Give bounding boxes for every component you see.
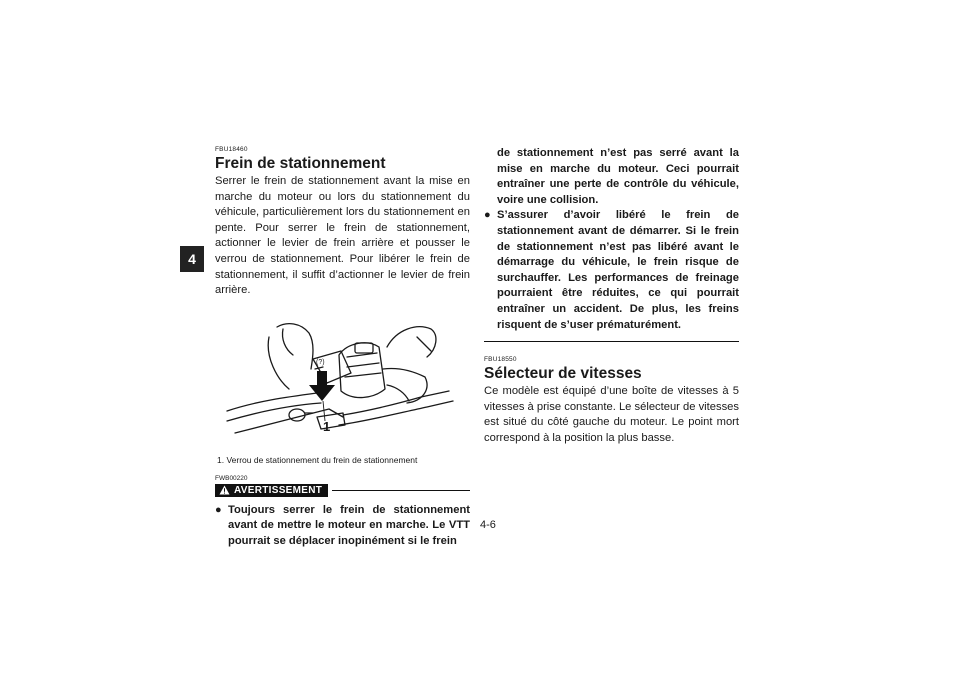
section-body: Ce modèle est équipé d’une boîte de vitesses à 5 vitesses à prise constante. Le sélecteur de vitesses est situé du côté gauche du moteur. Le point mort correspond à la position la plus basse. [484,385,739,444]
chapter-tab-number: 4 [188,251,196,267]
warning-label-text: AVERTISSEMENT [234,484,323,496]
warning-rule [332,490,470,491]
warning-triangle-icon [219,485,230,495]
bullet-icon: ● [484,209,491,222]
list-item [215,503,470,550]
bullet-text: Toujours serrer le frein de stationnement avant de mettre le moteur en marche. Le VTT pourrait se déplacer inopinément si le frein [228,503,470,547]
warning-end-rule [484,341,739,342]
bullet-icon: ● [215,503,222,516]
warning-list-continued [484,208,739,333]
bullet-text: S’assurer d’avoir libéré le frein de stationnement avant de démarrer. Si le frein de stationnement n’est pas libéré avant le démarrage du véhicule, le frein risque de surchauffer. Les performances de freinage pourraient être réduites, ce qui pourrait entraîner un accident. De plus, les freins risquent de s’user prématurément. [497,209,739,331]
left-column [215,146,470,550]
warning-list [215,503,470,550]
section-title: Frein de stationnement [215,155,386,172]
push-arrow [309,371,335,401]
warning-continuation: de stationnement n’est pas serré avant la mise en marche du moteur. Ceci pourrait entraîner une perte de contrôle du véhicule, voire une collision. [497,147,739,206]
list-item [484,208,739,333]
section-code: FBU18550 [484,356,517,364]
parking-brake-illustration [217,317,461,447]
figure-caption: 1. Verrou de stationnement du frein de stationnement [217,454,418,465]
chapter-tab [180,246,204,272]
page-number: 4-6 [480,519,496,531]
warning-header [215,484,470,497]
figure-callout-1: 1 [323,418,331,434]
right-column [484,146,739,447]
section-code: FBU18460 [215,146,248,153]
section-body: Serrer le frein de stationnement avant la mise en marche du moteur ou lors du stationnement du véhicule, particulièrement lors du stationnement en pente. Pour serrer le frein de stationnement, actionner le levier de frein arrière et pousser le verrou de stationnement. Pour libérer le frein de stationnement, il suffit d’actionner le levier de frein arrière. [215,175,470,297]
warning-code: FWB00220 [215,474,248,482]
handlebar-drawing [217,317,461,447]
svg-text:(?): (?) [316,358,325,366]
section-title: Sélecteur de vitesses [484,365,642,383]
warning-label [215,484,328,497]
